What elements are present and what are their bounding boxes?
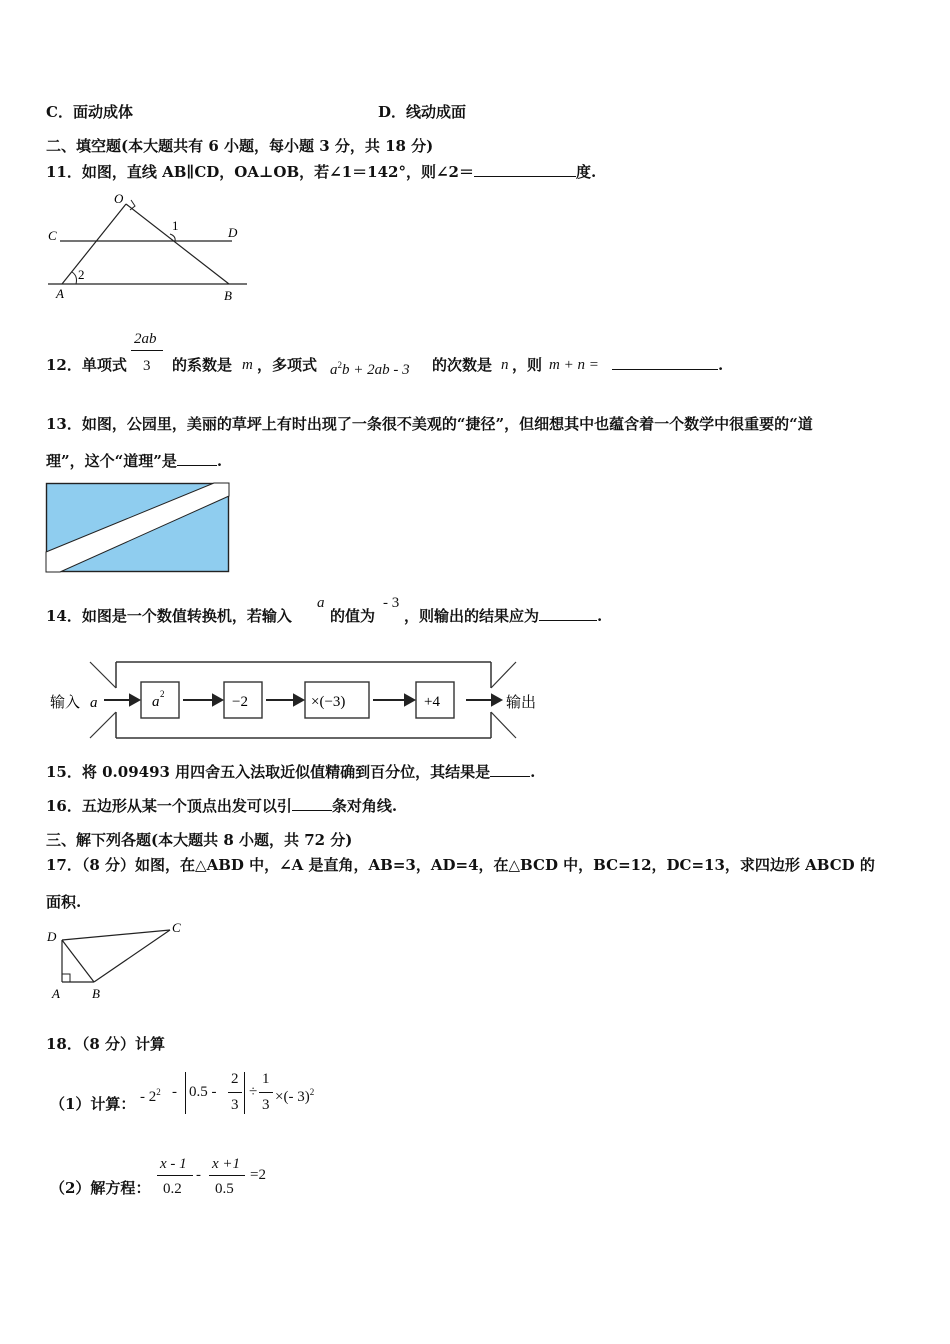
q17-figure bbox=[44, 922, 194, 1002]
p2-rhs: =2 bbox=[250, 1167, 266, 1183]
p2-minus: - bbox=[196, 1167, 201, 1183]
q17-line1: 17．（8 分）如图，在△ABD 中，∠A 是直角，AB=3，AD=4，在△BCD 中，BC=12，DC=13，求四边形 ABCD 的 bbox=[46, 856, 875, 874]
label-d: D bbox=[47, 929, 57, 944]
q14-answer-blank bbox=[539, 606, 597, 621]
q12-poly-a: a bbox=[330, 362, 338, 378]
p1-times-text: ×(- 3) bbox=[275, 1089, 310, 1105]
label-c: C bbox=[172, 920, 181, 935]
q12-poly bbox=[330, 356, 410, 379]
q12-frac-bar bbox=[131, 350, 163, 351]
q13-line1: 13．如图，公园里，美丽的草坪上有时出现了一条很不美观的“捷径”，但细想其中也蕴含着一个数学中很重要的“道 bbox=[46, 415, 813, 433]
q18-title: 18．（8 分）计算 bbox=[46, 1035, 166, 1053]
q12-mid3: 的次数是 bbox=[432, 356, 493, 374]
q16-answer-blank bbox=[292, 796, 332, 811]
q12-expr: m + n = bbox=[549, 357, 599, 373]
box1-exp: 2 bbox=[160, 689, 165, 699]
right-angle-mark bbox=[130, 200, 135, 210]
box1-base: a bbox=[152, 694, 160, 710]
q17-line2: 面积. bbox=[46, 893, 82, 911]
q12-m: m bbox=[242, 357, 253, 373]
p1-f-num: 2 bbox=[231, 1071, 239, 1087]
q14-machine bbox=[46, 660, 546, 742]
q13-end: . bbox=[216, 452, 223, 470]
q14-suffix-text: ，则输出的结果应为 bbox=[404, 607, 540, 625]
box2-label: −2 bbox=[232, 694, 248, 710]
q14-val: - 3 bbox=[383, 595, 400, 611]
p1-lead bbox=[140, 1083, 161, 1106]
line-ob bbox=[126, 204, 229, 284]
q16-text bbox=[46, 796, 397, 816]
option-d: D．线动成面 bbox=[378, 103, 467, 121]
q14-prefix: 14．如图是一个数值转换机，若输入 bbox=[46, 607, 292, 625]
q12-mid1: 的系数是 bbox=[172, 356, 233, 374]
q13-line2-text: 理”，这个“道理”是 bbox=[46, 452, 177, 470]
p1-g-bar bbox=[259, 1092, 273, 1093]
p2-b-den: 0.5 bbox=[215, 1181, 234, 1197]
section2-heading: 二、填空题(本大题共有 6 小题，每小题 3 分，共 18 分) bbox=[46, 137, 434, 155]
label-a: A bbox=[52, 986, 60, 1001]
box-square bbox=[141, 682, 179, 718]
q15-stem: 15．将 0.09493 用四舍五入法取近似值精确到百分位，其结果是 bbox=[46, 763, 491, 781]
q11-text bbox=[46, 162, 596, 182]
p1-f-den: 3 bbox=[231, 1097, 239, 1113]
abs-bar-right bbox=[244, 1072, 245, 1114]
p2-a-den: 0.2 bbox=[163, 1181, 182, 1197]
p2-b-bar bbox=[209, 1175, 245, 1176]
machine-output-label: 输出 bbox=[506, 693, 537, 711]
q12-frac-den: 3 bbox=[143, 358, 151, 374]
q18-p2-label: （2）解方程： bbox=[50, 1179, 151, 1197]
label-b: B bbox=[224, 288, 232, 303]
box4-label: +4 bbox=[424, 694, 440, 710]
label-2: 2 bbox=[78, 267, 85, 282]
machine-input-label: 输入 bbox=[50, 693, 81, 711]
label-a: A bbox=[56, 286, 64, 301]
p1-lead-base: - 2 bbox=[140, 1089, 157, 1105]
p2-b-num: x +1 bbox=[212, 1156, 241, 1172]
section3-heading: 三、解下列各题(本大题共 8 小题，共 72 分) bbox=[46, 831, 353, 849]
line-dc bbox=[62, 930, 170, 940]
abs-bar-left bbox=[185, 1072, 186, 1114]
q12-answer-blank bbox=[612, 355, 718, 370]
label-1: 1 bbox=[172, 218, 179, 233]
q15-end: . bbox=[530, 763, 536, 781]
label-c: C bbox=[48, 228, 57, 243]
q12-poly-rest: b + 2ab - 3 bbox=[342, 362, 410, 378]
q16-prefix: 16．五边形从某一个顶点出发可以引 bbox=[46, 797, 292, 815]
q12-end: . bbox=[718, 356, 724, 374]
q12-frac-num: 2ab bbox=[134, 331, 157, 347]
right-angle-mark bbox=[62, 974, 70, 982]
q12-poly-exp: 2 bbox=[337, 360, 342, 370]
p2-a-num: x - 1 bbox=[160, 1156, 187, 1172]
p1-abs-a: 0.5 - bbox=[189, 1084, 217, 1100]
q15-text bbox=[46, 762, 535, 782]
machine-input-var: a bbox=[90, 695, 98, 711]
q13-figure bbox=[46, 483, 230, 573]
p1-times bbox=[275, 1083, 314, 1106]
q13-line2 bbox=[46, 451, 222, 471]
q12-tail bbox=[612, 355, 723, 375]
label-o: O bbox=[114, 191, 124, 206]
line-db bbox=[62, 940, 94, 982]
q14-mid: 的值为 bbox=[330, 607, 376, 625]
q14-end: . bbox=[597, 607, 603, 625]
q12-mid4: ，则 bbox=[512, 356, 543, 374]
q12-mid2: ，多项式 bbox=[257, 356, 318, 374]
p1-g-den: 3 bbox=[262, 1097, 270, 1113]
p2-a-bar bbox=[157, 1175, 193, 1176]
funnel-in-bottom bbox=[90, 712, 116, 738]
p1-f-bar bbox=[228, 1092, 242, 1093]
line-cb bbox=[94, 930, 170, 982]
label-b: B bbox=[92, 986, 100, 1001]
box3-label: ×(−3) bbox=[311, 694, 346, 710]
q18-p1-label: （1）计算： bbox=[50, 1095, 136, 1113]
funnel-out-top bbox=[491, 662, 516, 688]
p1-minus: - bbox=[172, 1084, 177, 1100]
q16-suffix: 条对角线. bbox=[331, 797, 398, 815]
funnel-out-bottom bbox=[491, 712, 516, 738]
funnel-in-top bbox=[90, 662, 116, 688]
q13-answer-blank bbox=[177, 451, 217, 466]
angle2-arc bbox=[72, 272, 77, 284]
q11-suffix: 度. bbox=[575, 163, 597, 181]
line-oa bbox=[62, 204, 126, 284]
q14-suffix bbox=[404, 606, 602, 626]
option-c: C．面动成体 bbox=[46, 103, 133, 121]
label-d: D bbox=[228, 225, 238, 240]
q11-figure bbox=[42, 190, 252, 305]
q15-answer-blank bbox=[490, 762, 530, 777]
q11-answer-blank bbox=[474, 162, 576, 177]
p1-g-num: 1 bbox=[262, 1071, 270, 1087]
p1-lead-exp: 2 bbox=[156, 1087, 161, 1097]
p1-div: ÷ bbox=[249, 1084, 258, 1100]
q14-a: a bbox=[317, 595, 325, 611]
q11-stem: 11．如图，直线 AB∥CD，OA⊥OB，若∠1＝142°，则∠2＝ bbox=[46, 163, 474, 181]
p1-times-exp: 2 bbox=[309, 1087, 315, 1097]
q12-prefix: 12．单项式 bbox=[46, 356, 127, 374]
q12-n: n bbox=[501, 357, 509, 373]
